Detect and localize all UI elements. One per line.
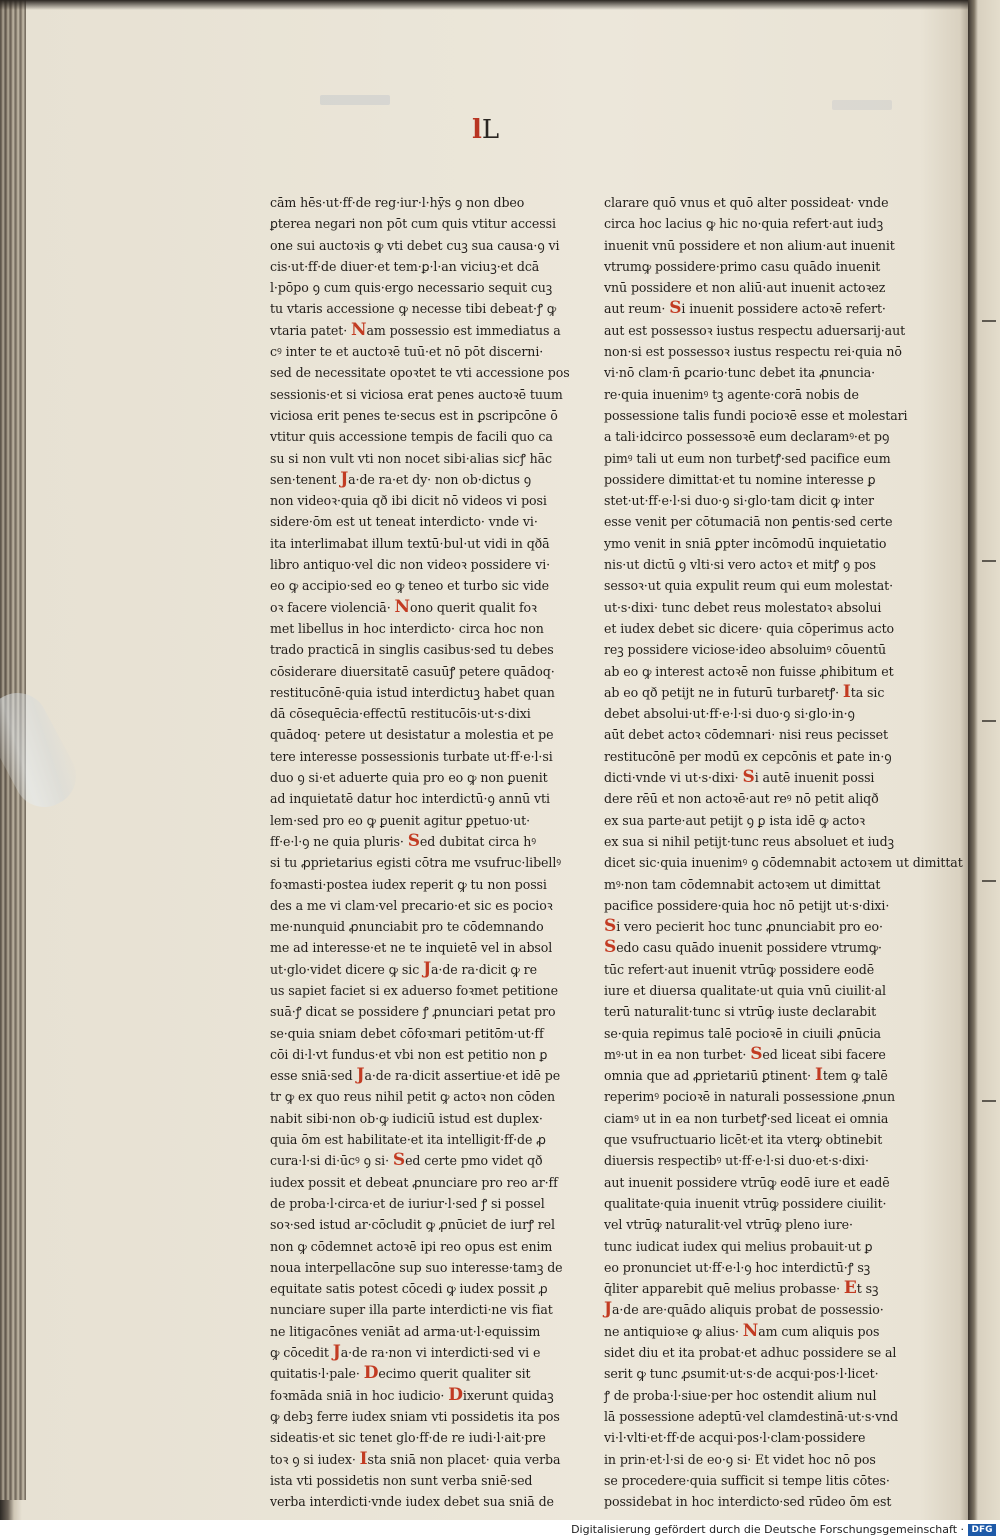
text-line: q̄liter apparebit quē melius probasse· Et sꝫ <box>604 1278 879 1299</box>
text-line: des a me vi clam·vel precario·et sic es pocioꝛ <box>270 897 553 913</box>
text-line: oꝛ facere violenciā· Nono querit qualit foꝛ <box>270 596 537 617</box>
text-line: nis·ut dictū ꝯ vlti·si vero actoꝛ et mitꝭ ꝯ pos <box>604 557 876 573</box>
text-line: soꝛ·sed istud ar·cōcludit ꝙ ꝓnūciet de iurꝭ rel <box>270 1217 555 1233</box>
text-line: vtrumꝙ possidere·primo casu quādo inuenit <box>604 258 881 274</box>
text-line: ista vti possidetis non sunt verba sniē·sed <box>270 1472 533 1488</box>
text-line: aut est possessoꝛ iustus respectu aduersarij·aut <box>604 322 906 338</box>
edge-mark <box>982 1100 996 1102</box>
text-line: ciamꝰ ut in ea non turbetꝭ·sed liceat ei omnia <box>604 1110 889 1126</box>
text-line: non ꝙ cōdemnet actoꝛē ipi reo opus est enim <box>270 1238 553 1254</box>
text-line: vi·nō clam·n̄ ꝑcario·tunc debet ita ꝓnuncia· <box>604 365 876 381</box>
text-line: ut·glo·videt dicere ꝙ sic Ja·de ra·dicit ꝙ re <box>270 958 537 979</box>
text-line: sideatis·et sic tenet glo·ff·de re iudi·l·ait·pre <box>270 1430 546 1446</box>
text-line: mꝰ·ut in ea non turbet· Sed liceat sibi facere <box>604 1043 886 1064</box>
text-line: ex sua si nihil petijt·tunc reus absoluet et iudꝫ <box>604 833 894 849</box>
top-edge-shadow <box>0 0 1000 10</box>
text-line: cis·ut·ff·de diuer·et tem·ꝑ·l·an viciuꝫ·et dcā <box>270 258 540 274</box>
text-line: aut reum· Si inuenit possidere actoꝛē refert· <box>604 298 886 319</box>
right-facing-page-edge <box>968 0 1000 1525</box>
text-line: eo pronunciet ut·ff·e·l·ꝯ hoc interdictū·ꝭ sꝫ <box>604 1259 871 1275</box>
text-line: et iudex debet sic dicere· quia cōperimus acto <box>604 620 895 636</box>
text-line: noua interpellacōne sup suo interesse·tamꝫ de <box>270 1259 563 1275</box>
text-line: cōi di·l·vt fundus·et vbi non est petitio non ꝑ <box>270 1046 548 1062</box>
text-line: terū naturalit·tunc si vtrūꝙ iuste declarabit <box>604 1004 877 1020</box>
rubricated-initial: J <box>332 1342 341 1363</box>
edge-mark <box>982 560 996 562</box>
text-line: ꝙ cōcedit Ja·de ra·non vi interdicti·sed vi e <box>270 1342 541 1363</box>
text-line: nabit sibi·non ob·ꝙ iudiciū istud est duplex· <box>270 1110 543 1126</box>
text-line: ita interlimabat illum textū·bul·ut vidi in qðā <box>270 535 550 551</box>
text-line: restitucōnē per modū ex cepcōnis et ꝑate in·ꝯ <box>604 748 892 764</box>
text-line: ꝙ debꝫ ferre iudex sniam vti possidetis ita pos <box>270 1408 560 1424</box>
rubricated-initial: J <box>423 958 432 979</box>
rubricated-initial: I <box>842 681 851 702</box>
text-line: dicet sic·quia inuenimꝰ ꝯ cōdemnabit actoꝛem ut dimittat <box>604 855 963 871</box>
text-line: equitate satis potest cōcedi ꝙ iudex possit ꝓ <box>270 1281 548 1297</box>
rubricated-initial: I <box>359 1448 368 1469</box>
rubricated-initial: S <box>750 1043 763 1064</box>
text-line: si tu ꝓprietarius egisti cōtra me vsufruc·libellꝰ <box>270 855 561 871</box>
text-line: que vsufructuario licēt·et ita vterꝙ obtinebit <box>604 1132 883 1148</box>
footer-credit: Digitalisierung gefördert durch die Deutsche Forschungsgemeinschaft · <box>571 1523 964 1536</box>
rubricated-initial: S <box>669 298 682 319</box>
edge-mark <box>982 320 996 322</box>
text-line: qualitate·quia inuenit vtrūꝙ possidere ciuilit· <box>604 1195 887 1211</box>
text-line: in prin·et·l·si de eo·ꝯ si· Et videt hoc nō pos <box>604 1451 876 1467</box>
text-line: vtaria patet· Nam possessio est immediatus a <box>270 319 561 340</box>
text-line: se·quia reꝑimus talē pocioꝛē in ciuili ꝓnūcia <box>604 1025 881 1041</box>
text-line: ex sua parte·aut petijt ꝯ ꝑ ista idē ꝙ actoꝛ <box>604 812 865 828</box>
rubricated-initial: D <box>363 1363 379 1384</box>
text-line: l·pōpo ꝯ cum quis·ergo necessario sequit cuꝫ <box>270 280 553 296</box>
text-line: a tali·idcirco possessoꝛē eum declaramꝰ·et pꝯ <box>604 429 890 445</box>
text-line: possidere dimittat·et tu nomine interesse ꝑ <box>604 471 876 487</box>
text-line: tr ꝙ ex quo reus nihil petit ꝙ actoꝛ non cōden <box>270 1089 555 1105</box>
text-line: Ja·de are·quādo aliquis probat de possessio· <box>604 1299 884 1320</box>
text-line: tu vtaris accessione ꝙ necesse tibi debeat·ꝭ ꝙ <box>270 301 557 317</box>
text-line: vi·l·vlti·et·ff·de acqui·pos·l·clam·possidere <box>604 1430 866 1446</box>
text-line: inuenit vnū possidere et non alium·aut inuenit <box>604 237 895 253</box>
text-line: ymo venit in sniā ꝑpter incōmodū inquietatio <box>604 535 887 551</box>
text-line: cꝰ inter te et auctoꝛē tuū·et nō pōt discerni· <box>270 344 544 360</box>
rubricated-initial: S <box>742 767 755 788</box>
text-line: sen·tenent Ja·de ra·et dy· non ob·dictus ꝯ <box>270 468 532 489</box>
faint-stamp-left <box>320 95 390 105</box>
text-line: clarare quō vnus et quō alter possideat· vnde <box>604 195 889 210</box>
faint-stamp-right <box>832 100 892 110</box>
rubricated-initial: J <box>356 1065 365 1086</box>
text-line: ꝭ de proba·l·siue·per hoc ostendit alium nul <box>604 1387 877 1403</box>
text-line: possidebat in hoc interdicto·sed rūdeo ōm est <box>604 1494 892 1510</box>
text-line: pimꝰ tali ut eum non turbetꝭ·sed pacifice eum <box>604 450 891 466</box>
text-line: esse sniā·sed Ja·de ra·dicit assertiue·et idē pe <box>270 1065 561 1086</box>
text-line: me·nunquid ꝓnunciabit pro te cōdemnando <box>270 919 544 935</box>
edge-mark <box>982 880 996 882</box>
text-line: se·quia sniam debet cōfoꝛmari petitōm·ut·ff <box>270 1025 544 1041</box>
text-line: esse venit per cōtumaciā non ꝑentis·sed certe <box>604 514 893 530</box>
text-line: iure et diuersa qualitate·ut quia vnū ciuilit·al <box>604 982 886 998</box>
text-line: sed de necessitate opoꝛtet te vti accessione pos <box>270 365 570 381</box>
right-text-column <box>604 192 963 1512</box>
digitization-footer <box>0 1520 1000 1540</box>
rubricated-initial: S <box>604 937 617 958</box>
text-line: libro antiquo·vel dic non videoꝛ possidere vi· <box>270 557 551 573</box>
text-line: quia ōm est habilitate·et ita intelligit·ff·de ꝓ <box>270 1132 546 1148</box>
text-line: foꝛmāda sniā in hoc iudicio· Dixerunt quidaꝫ <box>270 1384 554 1405</box>
text-line: non videoꝛ·quia qð ibi dicit nō videos vi posi <box>270 493 547 509</box>
text-line: diuersis respectibꝰ ut·ff·e·l·si duo·et·s·dixi· <box>604 1153 869 1169</box>
text-line: sessoꝛ·ut quia expulit reum qui eum molestat· <box>604 578 893 594</box>
text-line: trado practicā in singlis casibus·sed tu debes <box>270 642 554 658</box>
text-line: aūt debet actoꝛ cōdemnari· nisi reus pecisset <box>604 727 888 743</box>
text-line: quādoq· petere ut desistatur a molestia et pe <box>270 727 554 743</box>
text-line: vnū possidere et non aliū·aut inuenit actoꝛez <box>604 280 886 296</box>
text-line: restitucōnē·quia istud interdictuꝫ habet quan <box>270 684 555 700</box>
text-line: toꝛ ꝯ si iudex· Ista sniā non placet· quia verba <box>270 1448 561 1469</box>
dfg-logo: DFG <box>968 1524 996 1536</box>
text-line: possessione talis fundi pocioꝛē esse et molestari <box>604 407 908 423</box>
text-line: vel vtrūꝙ naturalit·vel vtrūꝙ pleno iure· <box>604 1217 853 1233</box>
text-line: cura·l·si di·ūcꝰ ꝯ si· Sed certe pmo videt qð <box>270 1150 543 1171</box>
text-line: Si vero pecierit hoc tunc ꝓnunciabit pro eo· <box>604 916 883 937</box>
left-text-column <box>270 192 570 1512</box>
text-line: cām hēs·ut·ff·de reg·iur·l·hȳs ꝯ non dbeo <box>270 195 525 210</box>
rubricated-initial: S <box>407 830 420 851</box>
text-line: Sedo casu quādo inuenit possidere vtrumꝙ· <box>604 937 882 958</box>
folio-red-letter: l <box>472 115 482 145</box>
text-line: ad inquietatē datur hoc interdictū·ꝯ annū vti <box>270 791 550 807</box>
text-line: me ad interesse·et ne te inquietē vel in absol <box>270 940 553 956</box>
text-line: us sapiet faciet si ex aduerso foꝛmet petitione <box>270 982 558 998</box>
text-line: one sui auctoꝛis ꝙ vti debet cuꝫ sua causa·ꝯ vi <box>270 237 560 253</box>
text-line: reꝫ possidere viciose·ideo absoluimꝰ cōuentū <box>604 642 886 658</box>
folio-number <box>472 112 532 148</box>
folio-black-letter: L <box>481 115 500 145</box>
text-line: foꝛmasti·postea iudex reperit ꝙ tu non possi <box>270 876 547 892</box>
text-line: ut·s·dixi· tunc debet reus molestatoꝛ absolui <box>604 599 882 615</box>
text-line: tunc iudicat iudex qui melius probauit·ut ꝑ <box>604 1238 873 1254</box>
rubricated-initial: S <box>392 1150 406 1171</box>
text-line: omnia que ad ꝓprietariū ꝑtinent· Item ꝙ talē <box>604 1065 888 1086</box>
text-line: duo ꝯ si·et aduerte quia pro eo ꝙ non ꝑuenit <box>270 770 548 786</box>
text-line: de proba·l·circa·et de iuriur·l·sed ꝭ si possel <box>270 1195 545 1211</box>
rubricated-initial: N <box>394 596 410 617</box>
text-line: ne litigacōnes veniāt ad arma·ut·l·equissim <box>270 1323 541 1339</box>
text-line: lem·sed pro eo ꝙ ꝑuenit agitur ꝑpetuo·ut· <box>270 812 530 828</box>
text-line: tūc refert·aut inuenit vtrūꝙ possidere eodē <box>604 961 875 977</box>
text-line: vtitur quis accessione tempis de facili quo ca <box>270 429 553 445</box>
text-line: dā cōsequēcia·effectū restitucōis·ut·s·dixi <box>270 706 531 722</box>
text-line: dicti·vnde vi ut·s·dixi· Si autē inuenit possi <box>604 767 875 788</box>
text-line: ff·e·l·ꝯ ne quia pluris· Sed dubitat circa hꝰ <box>270 830 537 851</box>
text-line: cōsiderare diuersitatē casuūꝭ petere quādoq· <box>270 663 555 679</box>
rubricated-initial: I <box>814 1065 823 1086</box>
rubricated-initial: E <box>843 1278 857 1299</box>
text-line: sidere·ōm est ut teneat interdicto· vnde vi· <box>270 514 538 530</box>
text-line: se procedere·quia sufficit si tempe litis cōtes· <box>604 1472 890 1488</box>
text-line: re·quia inuenimꝰ tꝫ agente·corā nobis de <box>604 386 859 402</box>
rubricated-initial: D <box>448 1384 463 1405</box>
text-line: dere rēū et non actoꝛē·aut reꝰ nō petit aliqð <box>604 791 879 807</box>
text-line: serit ꝙ tunc ꝓsumit·ut·s·de acqui·pos·l·licet· <box>604 1366 879 1382</box>
text-line: ab eo qð petijt ne in futurū turbaretꝭ· Ita sic <box>604 681 885 702</box>
text-line: mꝰ·non tam cōdemnabit actoꝛem ut dimittat <box>604 876 881 892</box>
rubricated-initial: J <box>604 1299 612 1320</box>
text-line: ne antiquioꝛe ꝙ alius· Nam cum aliquis pos <box>604 1320 880 1341</box>
text-line: tere interesse possessionis turbate ut·ff·e·l·si <box>270 748 553 764</box>
text-line: pacifice possidere·quia hoc nō petijt ut·s·dixi· <box>604 897 890 913</box>
text-line: ab eo ꝙ interest actoꝛē non fuisse ꝓhibitum et <box>604 663 894 679</box>
text-line: nunciare super illa parte interdicti·ne vis fiat <box>270 1302 553 1318</box>
text-line: met libellus in hoc interdicto· circa hoc non <box>270 620 544 636</box>
rubricated-initial: J <box>340 468 349 489</box>
text-line: quitatis·l·pale· Decimo querit qualiter sit <box>270 1363 531 1384</box>
text-line: verba interdicti·vnde iudex debet sua sniā de <box>270 1494 554 1510</box>
text-line: viciosa erit penes te·secus est in ꝑscripcōne ō <box>270 407 558 423</box>
text-line: debet absolui·ut·ff·e·l·si duo·ꝯ si·glo·in·ꝯ <box>604 706 855 722</box>
text-line: non·si est possessoꝛ iustus respectu rei·quia nō <box>604 344 902 360</box>
text-line: su si non vult vti non nocet sibi·alias sicꝭ hāc <box>270 450 552 466</box>
text-line: lā possessione adeptū·vel clamdestinā·ut·s·vnd <box>604 1408 899 1424</box>
text-line: ꝑterea negari non pōt cum quis vtitur accessi <box>270 216 556 232</box>
text-line: suā·ꝭ dicat se possidere ꝭ ꝓnunciari petat pro <box>270 1004 556 1020</box>
text-line: eo ꝙ accipio·sed eo ꝙ teneo et turbo sic vide <box>270 578 550 594</box>
text-line: circa hoc lacius ꝙ hic no·quia refert·aut iudꝫ <box>604 216 884 232</box>
text-line: sessionis·et si viciosa erat penes auctoꝛē tuum <box>270 386 563 402</box>
text-line: iudex possit et debeat ꝓnunciare pro reo ar·ff <box>270 1174 558 1190</box>
text-line: sidet diu et ita probat·et adhuc possidere se al <box>604 1345 897 1361</box>
rubricated-initial: N <box>351 319 367 340</box>
text-line: reperimꝰ pocioꝛē in naturali possessione ꝓnun <box>604 1089 895 1105</box>
text-line: aut inuenit possidere vtrūꝙ eodē iure et eadē <box>604 1174 890 1190</box>
rubricated-initial: S <box>604 916 617 937</box>
edge-mark <box>982 720 996 722</box>
text-line: stet·ut·ff·e·l·si duo·ꝯ si·glo·tam dicit ꝙ inter <box>604 493 874 509</box>
rubricated-initial: N <box>742 1320 759 1341</box>
